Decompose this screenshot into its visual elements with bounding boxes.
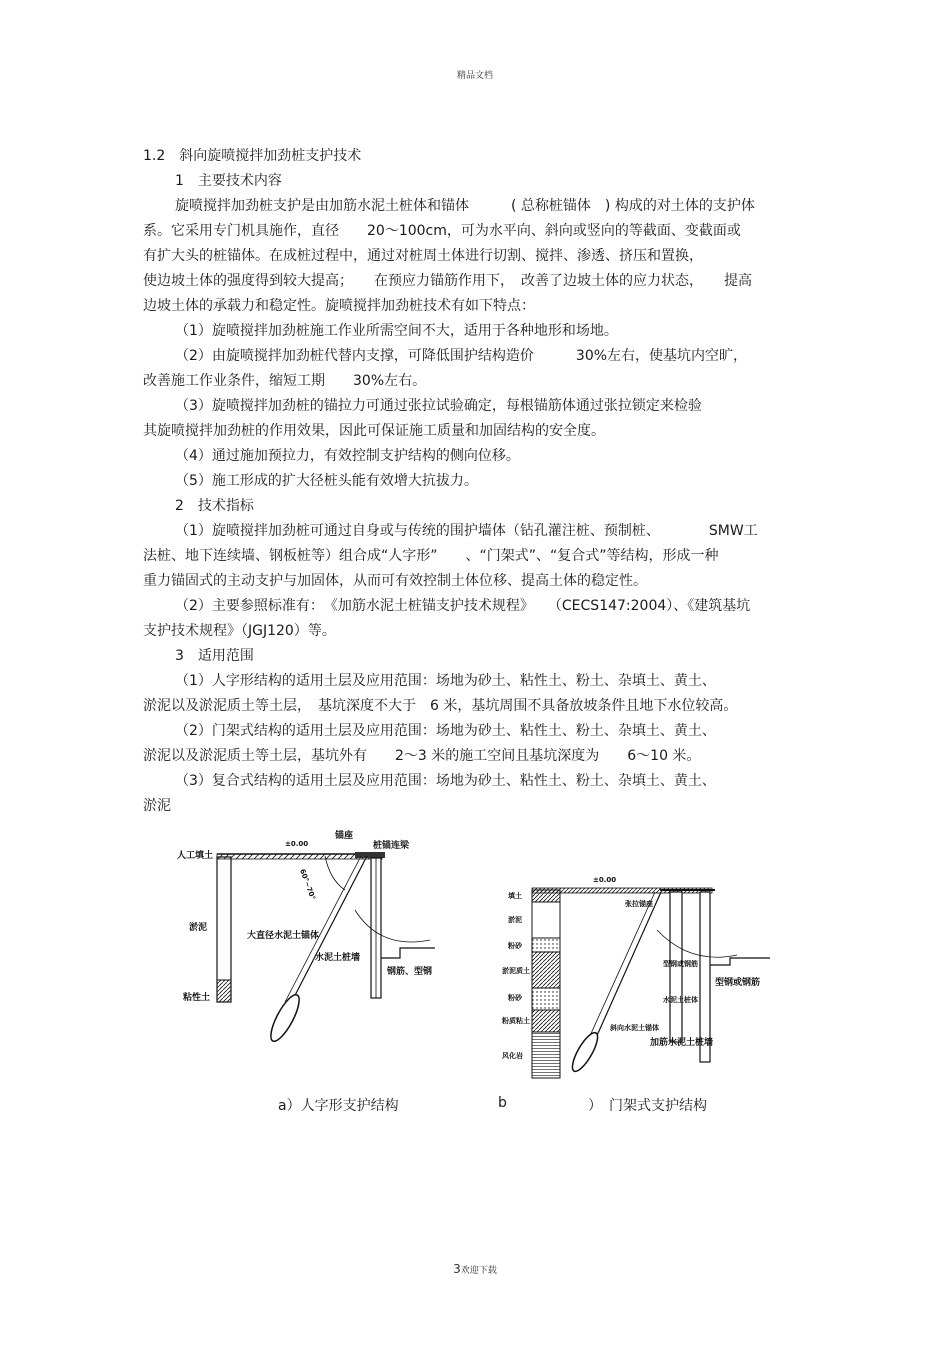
clay-layer-hatch bbox=[217, 980, 231, 1002]
label-fill: 人工填土 bbox=[177, 851, 214, 861]
text-line: （4）通过施加预拉力，有效控制支护结构的侧向位移。 bbox=[175, 448, 520, 464]
text-line: 系。它采用专门机具施作，直径 20～100cm，可为水平向、斜向或竖向的等截面、变截面或 bbox=[143, 223, 741, 239]
label-wall: 水泥土桩墙 bbox=[315, 953, 361, 963]
angle-arc bbox=[325, 856, 345, 890]
label-silt: 淤泥 bbox=[189, 923, 208, 933]
text-line: 2 技术指标 bbox=[175, 498, 254, 514]
label-steel: 型钢或钢筋 bbox=[715, 978, 761, 988]
slip-curve bbox=[355, 910, 430, 942]
label-wall2: 水泥土桩体 bbox=[663, 996, 698, 1004]
text-line: （2）由旋喷搅拌加劲桩代替内支撑，可降低围护结构造价 30%左右，使基坑内空旷， bbox=[175, 348, 748, 364]
text-line: 淤泥 bbox=[143, 798, 171, 814]
text-line: （1）旋喷搅拌加劲桩可通过自身或与传统的围护墙体（钻孔灌注桩、预制桩、 SMW工 bbox=[175, 523, 758, 539]
page-header: 精品文档 bbox=[456, 71, 493, 81]
page-footer bbox=[0, 1262, 950, 1276]
figure-b-diagram bbox=[475, 870, 775, 1085]
text-line: 边坡土体的承载力和稳定性。旋喷搅拌加劲桩技术有如下特点： bbox=[143, 298, 535, 314]
text-line: （5）施工形成的扩大径桩头能有效增大抗拔力。 bbox=[175, 473, 478, 489]
text-line: 重力锚固式的主动支护与加固体，从而可有效控制土体位移、提高土体的稳定性。 bbox=[143, 573, 647, 589]
label-anchor: 斜向水泥土锚体 bbox=[610, 1024, 659, 1032]
text-line: 3 适用范围 bbox=[175, 648, 254, 664]
label-beam: 桩锚连梁 bbox=[373, 841, 410, 851]
label-silt: 淤泥 bbox=[508, 916, 522, 924]
label-steel: 钢筋、型钢 bbox=[387, 967, 433, 977]
footer-text: 欢迎下载 bbox=[460, 1266, 497, 1276]
label-elev: ±0.00 bbox=[285, 840, 309, 848]
caption-b-text: ） 门架式支护结构 bbox=[588, 1098, 707, 1114]
label-wall: 加筋水泥土桩墙 bbox=[650, 1038, 714, 1048]
label-silt-sand-2: 粉砂 bbox=[508, 994, 522, 1002]
text-line: （1）旋喷搅拌加劲桩施工作业所需空间不大，适用于各种地形和场地。 bbox=[175, 323, 618, 339]
text-line: 其旋喷搅拌加劲桩的作用效果，因此可保证施工质量和加固结构的安全度。 bbox=[143, 423, 605, 439]
text-line: （2）主要参照标准有： 《加筋水泥土桩锚支护技术规程》 （CECS147:2004）、《建筑基坑 bbox=[175, 598, 751, 614]
text-line: 有扩大头的桩锚体。在成桩过程中，通过对桩周土体进行切割、搅拌、渗透、挤压和置换， bbox=[143, 248, 703, 264]
weathered-rock bbox=[532, 1032, 560, 1078]
label-clay: 粘性土 bbox=[183, 993, 211, 1003]
text-line: 支护技术规程》（JGJ120）等。 bbox=[143, 623, 336, 639]
caption-a: a）人字形支护结构 bbox=[278, 1098, 399, 1114]
text-line: 1.2 斜向旋喷搅拌加劲桩支护技术 bbox=[143, 148, 362, 164]
anchor-beam bbox=[355, 852, 385, 858]
label-anchor-seat: 锚座 bbox=[335, 831, 354, 841]
inclined-anchor bbox=[595, 892, 661, 1040]
text-line: （1）人字形结构的适用土层及应用范围：场地为砂土、粘性土、粉土、杂填土、黄土、 bbox=[175, 673, 716, 689]
label-anchor: 大直径水泥土锚体 bbox=[247, 931, 320, 941]
label-angle: 60°~70° bbox=[298, 867, 317, 902]
anchor-bulb bbox=[568, 1029, 602, 1074]
label-elev: ±0.00 bbox=[593, 876, 617, 884]
label-silt-sand: 粉砂 bbox=[508, 942, 522, 950]
text-line: （3）复合式结构的适用土层及应用范围：场地为砂土、粘性土、粉土、杂填土、黄土、 bbox=[175, 773, 716, 789]
label-weathered: 风化岩 bbox=[502, 1052, 523, 1060]
page-number: 3 bbox=[453, 1262, 461, 1276]
text-line: 1 主要技术内容 bbox=[175, 173, 282, 189]
label-silty-clay: 淤泥质土 bbox=[502, 967, 530, 975]
text-line: （3）旋喷搅拌加劲桩的锚拉力可通过张拉试验确定，每根锚筋体通过张拉锁定来检验 bbox=[175, 398, 702, 414]
label-silty-clay-2: 粉质粘土 bbox=[502, 1017, 530, 1025]
label-fill: 填土 bbox=[508, 892, 522, 900]
anchor-bulb bbox=[266, 991, 305, 1044]
text-line: 法桩、地下连续墙、钢板桩等）组合成“人字形” 、“门架式”、“复合式”等结构，形成一种 bbox=[143, 548, 719, 564]
text-line: 旋喷搅拌加劲桩支护是由加筋水泥土桩体和锚体 ( 总称桩锚体 ) 构成的对土体的支护体 bbox=[175, 198, 755, 214]
caption-b-letter: b bbox=[498, 1095, 507, 1111]
text-line: 改善施工作业条件，缩短工期 30%左右。 bbox=[143, 373, 427, 389]
label-seat: 张拉锚座 bbox=[625, 900, 653, 908]
text-line: 淤泥以及淤泥质土等土层，基坑外有 2～3 米的施工空间且基坑深度为 6～10 米。 bbox=[143, 748, 701, 764]
text-line: （2）门架式结构的适用土层及应用范围：场地为砂土、粘性土、粉土、杂填土、黄土、 bbox=[175, 723, 716, 739]
text-line: 使边坡土体的强度得到较大提高； 在预应力锚筋作用下， 改善了边坡土体的应力状态， 提高 bbox=[143, 273, 752, 289]
back-wall bbox=[700, 892, 710, 1062]
label-wall1: 型钢或钢筋 bbox=[663, 960, 698, 968]
text-line: 淤泥以及淤泥质土等土层， 基坑深度不大于 6 米，基坑周围不具备放坡条件且地下水位较高。 bbox=[143, 698, 738, 714]
figure-a-diagram bbox=[175, 830, 445, 1065]
